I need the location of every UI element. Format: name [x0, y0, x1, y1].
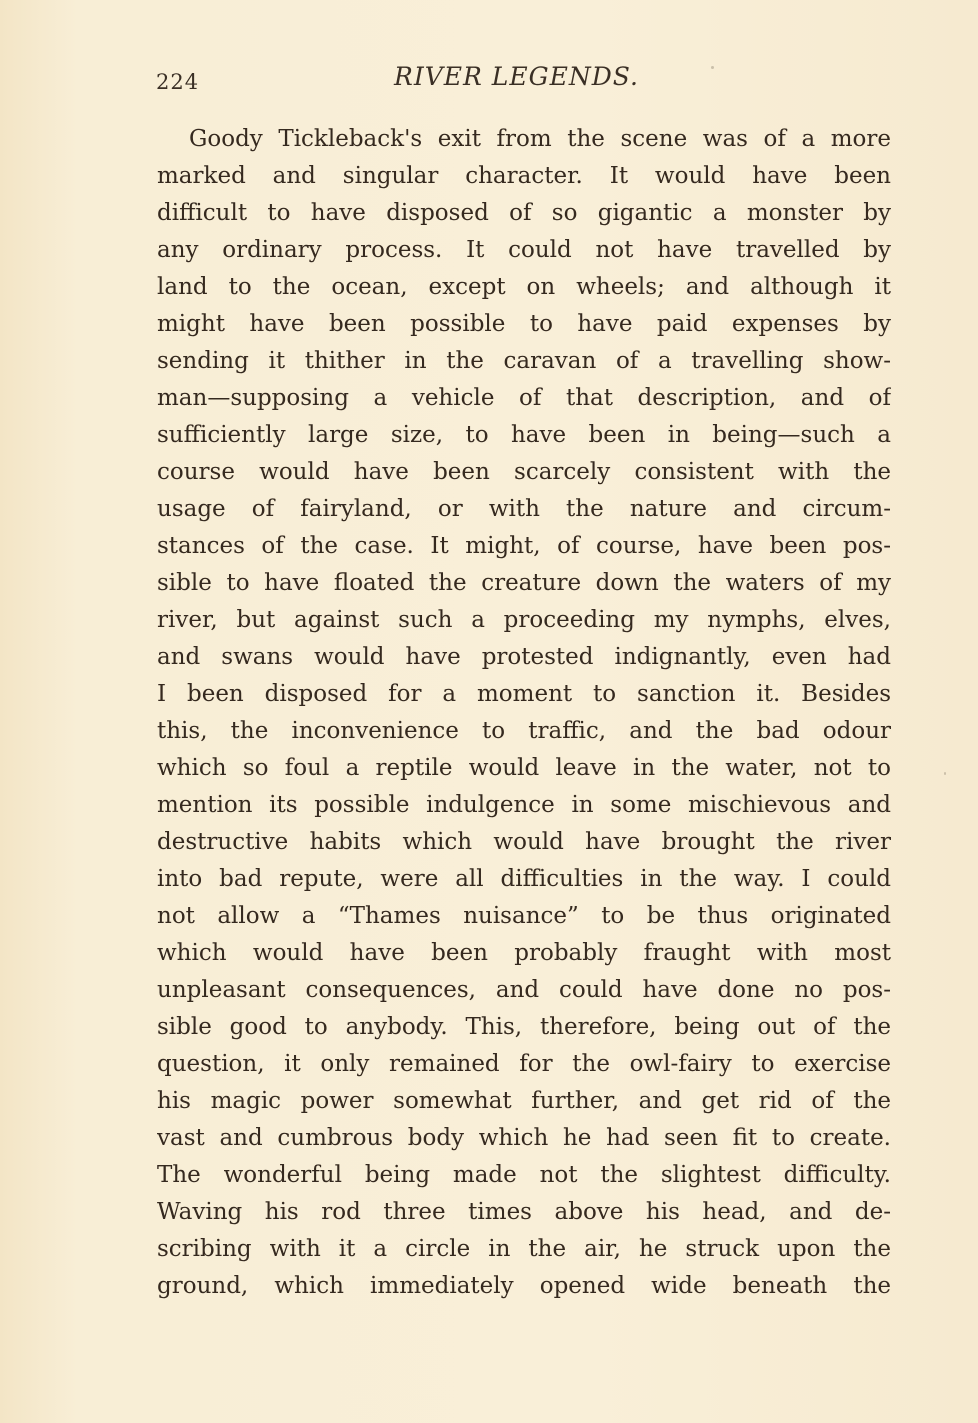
text-line: difficult to have disposed of so gigantic a monster by [157, 200, 891, 226]
text-line: ground, which immediately opened wide beneath the [157, 1273, 891, 1299]
text-line: The wonderful being made not the slightest difficulty. [157, 1162, 891, 1188]
text-line: and swans would have protested indignantly, even had [157, 644, 891, 670]
text-line: sible to have floated the creature down the waters of my [157, 570, 891, 596]
paper-speck [944, 772, 946, 775]
text-line: I been disposed for a moment to sanction it. Besides [157, 681, 891, 707]
text-line: scribing with it a circle in the air, he struck upon the [157, 1236, 891, 1262]
text-line: land to the ocean, except on wheels; and although it [157, 274, 891, 300]
text-line: stances of the case. It might, of course, have been pos- [157, 533, 891, 559]
text-line: unpleasant consequences, and could have done no pos- [157, 977, 891, 1003]
text-line: river, but against such a proceeding my nymphs, elves, [157, 607, 891, 633]
text-line: which so foul a reptile would leave in the water, not to [157, 755, 891, 781]
text-line: course would have been scarcely consistent with the [157, 459, 891, 485]
text-line: question, it only remained for the owl-fairy to exercise [157, 1051, 891, 1077]
text-line: mention its possible indulgence in some mischievous and [157, 792, 891, 818]
text-line: marked and singular character. It would have been [157, 163, 891, 189]
text-line: into bad repute, were all difficulties in the way. I could [157, 866, 891, 892]
text-line: which would have been probably fraught with most [157, 940, 891, 966]
page-number: 224 [156, 70, 200, 94]
page-header [156, 62, 891, 102]
paper-speck [711, 66, 714, 69]
body-text [157, 121, 891, 1305]
text-line: Waving his rod three times above his head, and de- [157, 1199, 891, 1225]
text-line: Goody Tickleback's exit from the scene was of a more [189, 126, 891, 152]
text-line: vast and cumbrous body which he had seen fit to create. [157, 1125, 891, 1151]
text-line: sible good to anybody. This, therefore, being out of the [157, 1014, 891, 1040]
running-head: RIVER LEGENDS. [394, 62, 639, 91]
text-line: sufficiently large size, to have been in being—such a [157, 422, 891, 448]
text-line: any ordinary process. It could not have travelled by [157, 237, 891, 263]
text-line: man—supposing a vehicle of that description, and of [157, 385, 891, 411]
text-line: not allow a “Thames nuisance” to be thus originated [157, 903, 891, 929]
text-line: usage of fairyland, or with the nature and circum- [157, 496, 891, 522]
text-line: sending it thither in the caravan of a travelling show- [157, 348, 891, 374]
text-line: his magic power somewhat further, and get rid of the [157, 1088, 891, 1114]
text-line: might have been possible to have paid expenses by [157, 311, 891, 337]
text-line: destructive habits which would have brought the river [157, 829, 891, 855]
text-line: this, the inconvenience to traffic, and the bad odour [157, 718, 891, 744]
